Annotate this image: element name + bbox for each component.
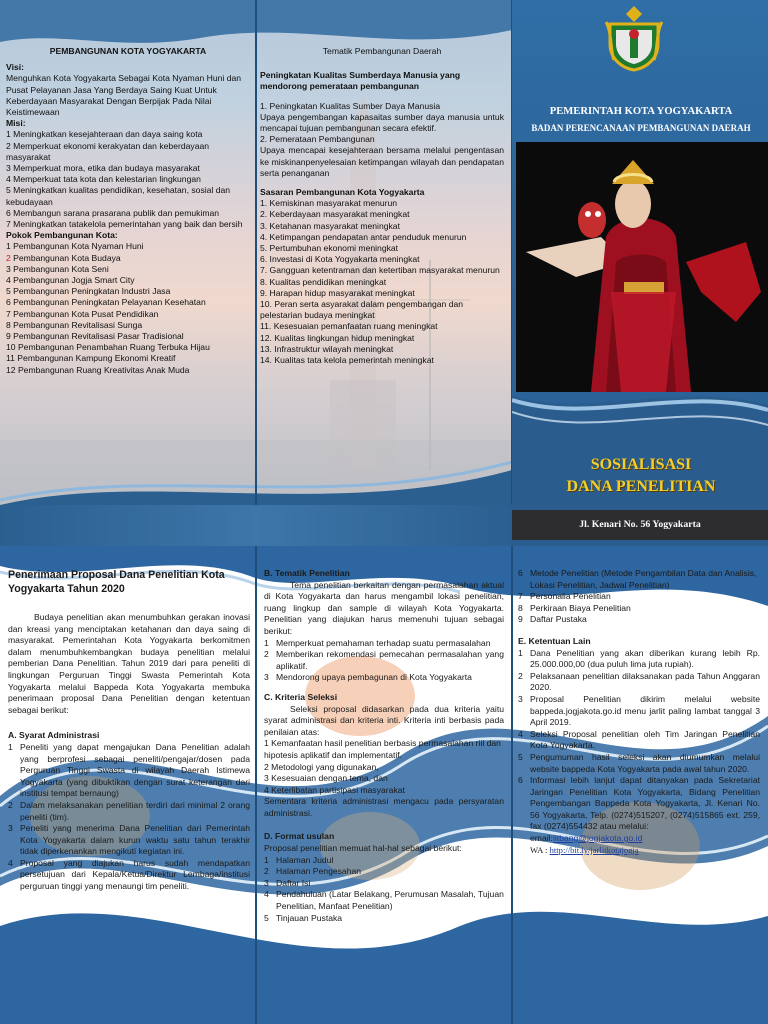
sasaran-item: 1. Kemiskinan masyarakat menurun — [260, 198, 398, 209]
wa-link[interactable]: http://bit.ly/jarlitkotajogja — [549, 844, 639, 855]
sasaran-label: Sasaran Pembangunan Kota Yogyakarta — [260, 187, 425, 198]
list-item: 1 Kemanfaatan hasil penelitian berbasis permasalahan riil dan hipotesis aplikatif dan implementatif. — [264, 738, 501, 760]
list-item: 3 Peneliti yang menerima Dana Penelitian dari Pemerintah Kota Yogyakarta dalam kurun waktu satu tahun terakhir tidak diperkenankan mengikuti kegiatan ini. — [8, 823, 250, 857]
section-heading: A. Syarat Administrasi — [8, 730, 100, 741]
sasaran-item: 8. Kualitas pendidikan meningkat — [260, 276, 387, 287]
thematic-point-text: Upaya pengembangan kapasaitas sumber daya manusia untuk mencapai tujuan pembangunan secara efektif. — [260, 111, 504, 134]
sasaran-item: 6. Investasi di Kota Yogyakarta meningkat — [260, 254, 420, 265]
misi-item: 5 Meningkatkan kualitas pendidikan, kesehatan, sosial dan kebudayaan — [6, 185, 231, 207]
list-item: 4 Seleksi Proposal penelitian oleh Tim Jaringan Penelitian Kota Yogyakarta. — [518, 728, 760, 751]
list-item: 5 Tinjauan Pustaka — [264, 912, 343, 923]
list-item: 2 Memberikan rekomendasi pemecahan permasalahan yang aplikatif. — [264, 649, 504, 671]
section-heading: C. Kriteria Seleksi — [264, 691, 338, 702]
column-title: Tematik Pembangunan Daerah — [322, 46, 442, 56]
sasaran-item: 13. Infrastruktur wilayah meningkat — [260, 343, 394, 354]
fold-line — [255, 546, 257, 1024]
list-item: 5 Pengumuman hasil seleksi akan diumumkan melalui website bappeda Kota Yogyakarta pada awal tahun 2020. — [518, 751, 760, 774]
address-bar: Jl. Kenari No. 56 Yogyakarta — [512, 510, 768, 540]
sasaran-item: 12. Kualitas lingkungan hidup meningkat — [260, 332, 415, 343]
sasaran-item: 3. Ketahanan masyarakat meningkat — [260, 220, 400, 231]
misi-label: Misi: — [6, 118, 26, 129]
section-title: Penerimaan Proposal Dana Penelitian Kota Yogyakarta Tahun 2020 — [8, 569, 225, 595]
proposal-intro-column — [8, 568, 250, 893]
column-title: PEMBANGUNAN KOTA YOGYAKARTA — [49, 46, 207, 56]
pokok-item: 11 Pembangunan Kampung Ekonomi Kreatif — [6, 353, 176, 364]
misi-item: 3 Memperkuat mora, etika dan budaya masyarakat — [6, 163, 200, 174]
sasaran-item: 5. Pertumbuhan ekonomi meningkat — [260, 243, 399, 254]
thematic-point-text: Upaya mencapai kesejahteraan bersama melalui pengentasan ke miskinanpenyelesaian ketimpangan wilayah dan pendapatan serta penanganan — [260, 145, 504, 178]
agency-name: BADAN PERENCANAAN PEMBANGUNAN DAERAH — [531, 123, 751, 133]
pokok-item: 1 Pembangunan Kota Nyaman Huni — [6, 241, 144, 252]
list-item: 2 Pelaksanaan penelitian dilaksanakan pada Tahun Anggaran 2020. — [518, 670, 760, 693]
section-heading: E. Ketentuan Lain — [518, 635, 591, 646]
misi-item: 2 Memperkuat ekonomi kerakyatan dan keberdayaan masyarakat — [6, 140, 210, 162]
list-item: 1 Peneliti yang dapat mengajukan Dana Penelitian adalah yang berprofesi sebagai peneliti/pengajar/dosen pada Perguruan Tinggi Swasta di wilayah Daerah Istimewa Yogyakarta (yang dibuktikan dengan surat keterangan dari institusi tempat bernaung) — [8, 741, 250, 799]
wa-label: WA : — [530, 844, 548, 855]
list-item: 9 Daftar Pustaka — [518, 614, 587, 625]
city-development-column — [6, 46, 250, 376]
sasaran-item: 9. Harapan hidup masyarakat meningkat — [260, 287, 415, 298]
other-provisions-column — [518, 568, 760, 856]
sasaran-item: 4. Ketimpangan pendapatan antar penduduk menurun — [260, 231, 467, 242]
government-name: PEMERINTAH KOTA YOGYAKARTA — [549, 106, 733, 117]
pokok-item: 10 Pembangunan Penambahan Ruang Terbuka Hijau — [6, 342, 210, 353]
pokok-item: 3 Pembangunan Kota Seni — [6, 263, 109, 274]
intro-paragraph: Budaya penelitian akan menumbuhkan gerakan inovasi dan kreasi yang menciptakan ketahanan dan daya saing di masyarakat. Pemerintahan Kota Yogyakarta berkomitmen dalam menumbuhkembangkan budaya penelitian melalui pemberian Dana Penelitian. Tahun 2019 dari para peneliti di lingkungan Perguruan Tinggi Swasta Pemerintah Kota Yogyakarta melalui Bappeda Kota Yogyakarta membuka penerimaan proposal Dana Penelitian dengan ketentuan sebagai berikut: — [8, 612, 250, 715]
cover-title — [516, 454, 766, 498]
paragraph: Sementara kriteria administrasi mengacu pada persyaratan administrasi. — [264, 796, 504, 818]
list-item: 3 Mendorong upaya pembagunan di Kota Yogyakarta — [264, 672, 472, 683]
bottom-band — [0, 505, 512, 546]
list-item: 8 Perkiraan Biaya Penelitian — [518, 602, 631, 613]
list-item: 6 Metode Penelitian (Metode Pengambilan Data dan Analisis, Lokasi Penelitian, Jadwal Penelitian) — [518, 568, 757, 590]
cover-title-line: DANA PENELITIAN — [566, 478, 716, 495]
list-item: 1 Memperkuat pemahaman terhadap suatu permasalahan — [264, 637, 491, 648]
pokok-item: 5 Pembangunan Peningkatan Industri Jasa — [6, 286, 171, 297]
criteria-column — [264, 568, 504, 924]
sasaran-item: 10. Peran serta asyarakat dalam pengembangan dan pelestarian budaya meningkat — [260, 299, 464, 321]
sasaran-item: 2. Keberdayaan masyarakat meningkat — [260, 209, 410, 220]
pokok-label: Pokok Pembangunan Kota: — [6, 230, 118, 241]
pokok-item: 2 Pembangunan Kota Budaya — [6, 252, 121, 263]
list-item: 3 Kesesuaian dengan tema, dan — [264, 773, 388, 784]
misi-item: 4 Memperkuat tata kota dan kelestarian lingkungan — [6, 174, 201, 185]
misi-item: 1 Meningkatkan kesejahteraan dan daya saing kota — [6, 129, 203, 140]
list-item: 2 Dalam melaksanakan penelitian terdiri dari minimal 2 orang peneliti (tim). — [8, 799, 250, 822]
list-item: 2 Halaman Pengesahan — [264, 866, 362, 877]
cover-title-line: SOSIALISASI — [590, 456, 692, 473]
dancer-photo — [516, 142, 768, 392]
list-item: 4 Proposal yang diajukan harus sudah mendapatkan persetujuan dari Kepala/Ketua/Direktur Lembaga/institusi perguruan tinggi yang menaungi tim peneliti. — [8, 857, 250, 892]
list-item: 1 Halaman Judul — [264, 854, 334, 865]
paragraph: Seleksi proposal didasarkan pada dua kriteria yaitu syarat administrasi dan kriteria inti. Kriteria inti berbasis pada penilaian atas: — [264, 703, 504, 737]
pokok-item: 12 Pembangunan Ruang Kreativitas Anak Muda — [6, 364, 190, 375]
misi-item: 6 Membangun sarana prasarana publik dan pemukiman — [6, 207, 220, 218]
list-item: 4 Keterlibatan partisipasi masyarakat — [264, 784, 405, 795]
email-label: email: — [530, 833, 553, 844]
thematic-point-head: 2. Pemerataan Pembangunan — [260, 134, 375, 145]
fold-line — [255, 0, 257, 546]
pokok-item: 4 Pembangunan Jogja Smart City — [6, 275, 135, 286]
list-item: 4 Pendahuluan (Latar Belakang, Perumusan Masalah, Tujuan Penelitian, Manfaat Penelitian) — [264, 889, 504, 912]
section-heading: D. Format usulan — [264, 831, 335, 842]
contact-wa — [518, 845, 760, 857]
paragraph: Tema penelitian berkaitan dengan permasalahan aktual di Kota Yogyakarta dan harus mengambil lokasi penelitian, ruang lingkup dan sample di wilayah Kota Yogyakarta. Penelitian yang diajukan harus memenuhi tujuan sebagai berikut: — [264, 579, 504, 636]
thematic-column — [260, 46, 504, 366]
email-link[interactable]: litbang@jogjakota.go.id — [552, 833, 643, 844]
list-item: 1 Dana Penelitian yang akan diberikan kurang lebih Rp. 25.000.000,00 (dua puluh lima juta rupiah). — [518, 647, 760, 670]
contact-email — [518, 833, 760, 845]
list-item: 7 Personalia Penelitian — [518, 591, 611, 602]
list-item: 6 Informasi lebih lanjut dapat ditanyakan pada Sekretariat Jaringan Penelitian Kota Yogyakarta, Bidang Penelitian Pengembangan Bappeda Kota Yogyakarta, Jl. Kenari No. 56 Yogyakarta, Telp. (0274)515207, (0274)515865 ext. 259, fax (0274)554432 atau melalui: — [518, 775, 760, 832]
pokok-item: 7 Pembangunan Kota Pusat Pendidikan — [6, 308, 159, 319]
pokok-item: 6 Pembangunan Peningkatan Pelayanan Kesehatan — [6, 297, 206, 308]
fold-line — [511, 546, 513, 1024]
list-item: 3 Proposal Penelitian dikirim melalui website bappeda.jogjakota.go.id menu jarlit paling lambat tanggal 3 April 2019. — [518, 693, 760, 728]
section-heading: B. Tematik Penelitian — [264, 568, 350, 578]
paragraph: Proposal penelitian memuat hal-hal sebagai berikut: — [264, 843, 462, 854]
city-emblem-icon — [602, 4, 666, 72]
pokok-item: 9 Pembangunan Revitalisasi Pasar Tradisional — [6, 331, 184, 342]
misi-item: 7 Meningkatkan tatakelola pemerintahan yang baik dan bersih — [6, 219, 243, 230]
thematic-point-head: 1. Peningkatan Kualitas Sumber Daya Manusia — [260, 100, 441, 111]
list-item: 2 Metodologi yang digunakan, — [264, 761, 379, 772]
sasaran-item: 14. Kualitas tata kelola pemerintah meningkat — [260, 355, 434, 366]
sasaran-item: 11. Kesesuaian pemanfaatan ruang meningkat — [260, 321, 438, 332]
visi-text: Menguhkan Kota Yogyakarta Sebagai Kota Nyaman Huni dan Pusat Pelayanan Jasa Yang Berdaya Saing Kuat Untuk Keberdayaan Masyarakat Dengan Berpijak Pada Nilai Keistimewaan — [6, 73, 242, 118]
brochure-inside — [0, 546, 768, 1024]
pokok-item: 8 Pembangunan Revitalisasi Sunga — [6, 319, 143, 330]
visi-label: Visi: — [6, 62, 24, 73]
list-item: 3 Daftar Isi — [264, 877, 311, 888]
thematic-subtitle: Peningkatan Kualitas Sumberdaya Manusia yang mendorong pemerataan pembangunan — [260, 70, 461, 92]
sasaran-item: 7. Gangguan ketentraman dan ketertiban masyarakat menurun — [260, 265, 500, 276]
